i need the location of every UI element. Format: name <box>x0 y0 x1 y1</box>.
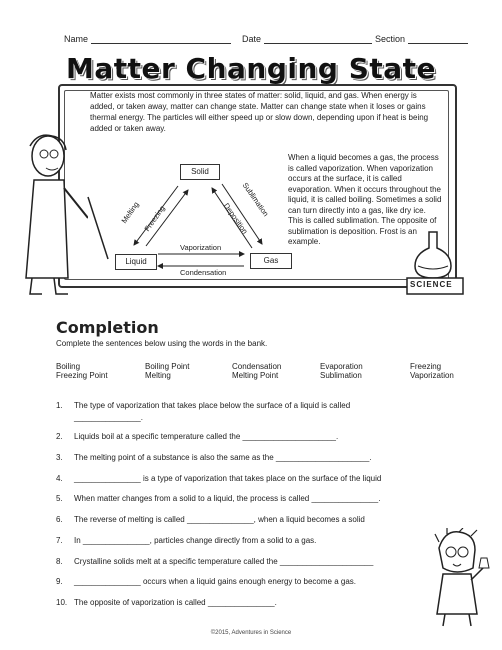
name-blank[interactable] <box>91 34 231 44</box>
date-blank[interactable] <box>264 34 372 44</box>
word-bank-word: Condensation <box>232 362 282 371</box>
question-number: 9. <box>56 577 63 586</box>
side-note-text: When a liquid becomes a gas, the process is called vaporization. When vaporization occurs at the surface, it is called evaporation. When it occurs throughout the liquid, it is called boiling. Sometimes a solid can turn directly into a gas, like dry ice. This is called sublimation. The opposite of sublimation is deposition. Frost is an example. <box>288 153 442 246</box>
question-number: 7. <box>56 536 63 545</box>
question-number: 2. <box>56 432 63 441</box>
vaporization-label: Vaporization <box>180 243 222 252</box>
section-label: Section <box>375 34 406 44</box>
page-title: Matter Changing State <box>65 52 437 85</box>
intro-text: Matter exists most commonly in three states of matter: solid, liquid, and gas. When energy is added, or taken away, matter can change state. Matter can change state when it loses or gains thermal energy. The particles will either speed up or slow down, depending upon if heat is being added or taken away. <box>90 91 429 133</box>
question-number: 10. <box>56 598 68 607</box>
word-bank-column-5 <box>410 362 454 380</box>
question-number: 1. <box>56 401 63 410</box>
question-text: _______________ occurs when a liquid gains enough energy to become a gas. <box>74 577 356 586</box>
question-text: Liquids boil at a specific temperature called the _____________________. <box>74 432 339 441</box>
question-text: When matter changes from a solid to a liquid, the process is called _______________. <box>74 494 381 503</box>
liquid-state-box: Liquid <box>115 254 157 270</box>
word-bank-word: Evaporation <box>320 362 363 371</box>
word-bank-column-1 <box>56 362 108 380</box>
deposition-label: Deposition <box>221 201 250 236</box>
question-8[interactable] <box>56 557 476 566</box>
word-bank-column-2 <box>145 362 189 380</box>
word-bank-word: Sublimation <box>320 371 362 380</box>
question-text: The type of vaporization that takes place below the surface of a liquid is called <box>74 401 351 410</box>
date-label: Date <box>242 34 262 44</box>
word-bank-word: Boiling Point <box>145 362 190 371</box>
solid-state-box: Solid <box>180 164 220 180</box>
word-bank-word: Boiling <box>56 362 81 371</box>
question-text: The melting point of a substance is also the same as the _____________________. <box>74 453 372 462</box>
question-number: 5. <box>56 494 63 503</box>
question-text: Crystalline solids melt at a specific temperature called the _____________________ <box>74 557 374 566</box>
pointer-stick <box>86 195 116 265</box>
question-text: In _______________, particles change directly from a solid to a gas. <box>74 536 317 545</box>
condensation-label: Condensation <box>180 268 227 277</box>
word-bank-word: Melting Point <box>232 371 279 380</box>
question-4[interactable] <box>56 474 476 483</box>
question-7[interactable] <box>56 536 476 545</box>
melting-label: Melting <box>119 200 141 225</box>
scientist-illustration <box>8 128 88 298</box>
question-text: The reverse of melting is called _______________, when a liquid becomes a solid <box>74 515 365 524</box>
question-1[interactable] <box>56 401 476 422</box>
freezing-label: Freezing <box>142 203 167 234</box>
question-5[interactable] <box>56 494 476 503</box>
name-field[interactable] <box>64 34 231 44</box>
name-label: Name <box>64 34 89 44</box>
sublimation-label: Sublimation <box>240 180 271 219</box>
word-bank-word: Freezing <box>410 362 442 371</box>
question-number: 4. <box>56 474 63 483</box>
book-spine-label: SCIENCE <box>410 280 453 289</box>
question-3[interactable] <box>56 453 476 462</box>
word-bank-column-4 <box>320 362 363 380</box>
question-number: 6. <box>56 515 63 524</box>
completion-instructions: Complete the sentences below using the words in the bank. <box>56 339 268 348</box>
kid-scientist-illustration <box>425 528 490 628</box>
section-field[interactable] <box>375 34 468 44</box>
question-text: _______________ is a type of vaporization that takes place on the surface of the liquid <box>74 474 382 483</box>
question-text-continued: _______________. <box>74 413 143 422</box>
completion-heading: Completion <box>56 318 159 337</box>
date-field[interactable] <box>242 34 372 44</box>
gas-state-box: Gas <box>250 253 292 269</box>
question-number: 3. <box>56 453 63 462</box>
question-text: The opposite of vaporization is called _______________. <box>74 598 277 607</box>
question-9[interactable] <box>56 577 476 586</box>
question-2[interactable] <box>56 432 476 441</box>
question-10[interactable] <box>56 598 476 607</box>
word-bank-word: Melting <box>145 371 171 380</box>
word-bank-column-3 <box>232 362 281 380</box>
word-bank-word: Freezing Point <box>56 371 108 380</box>
section-blank[interactable] <box>408 34 468 44</box>
copyright-footer: ©2015, Adventures in Science <box>210 630 292 636</box>
question-6[interactable] <box>56 515 476 524</box>
question-number: 8. <box>56 557 63 566</box>
word-bank-word: Vaporization <box>410 371 454 380</box>
